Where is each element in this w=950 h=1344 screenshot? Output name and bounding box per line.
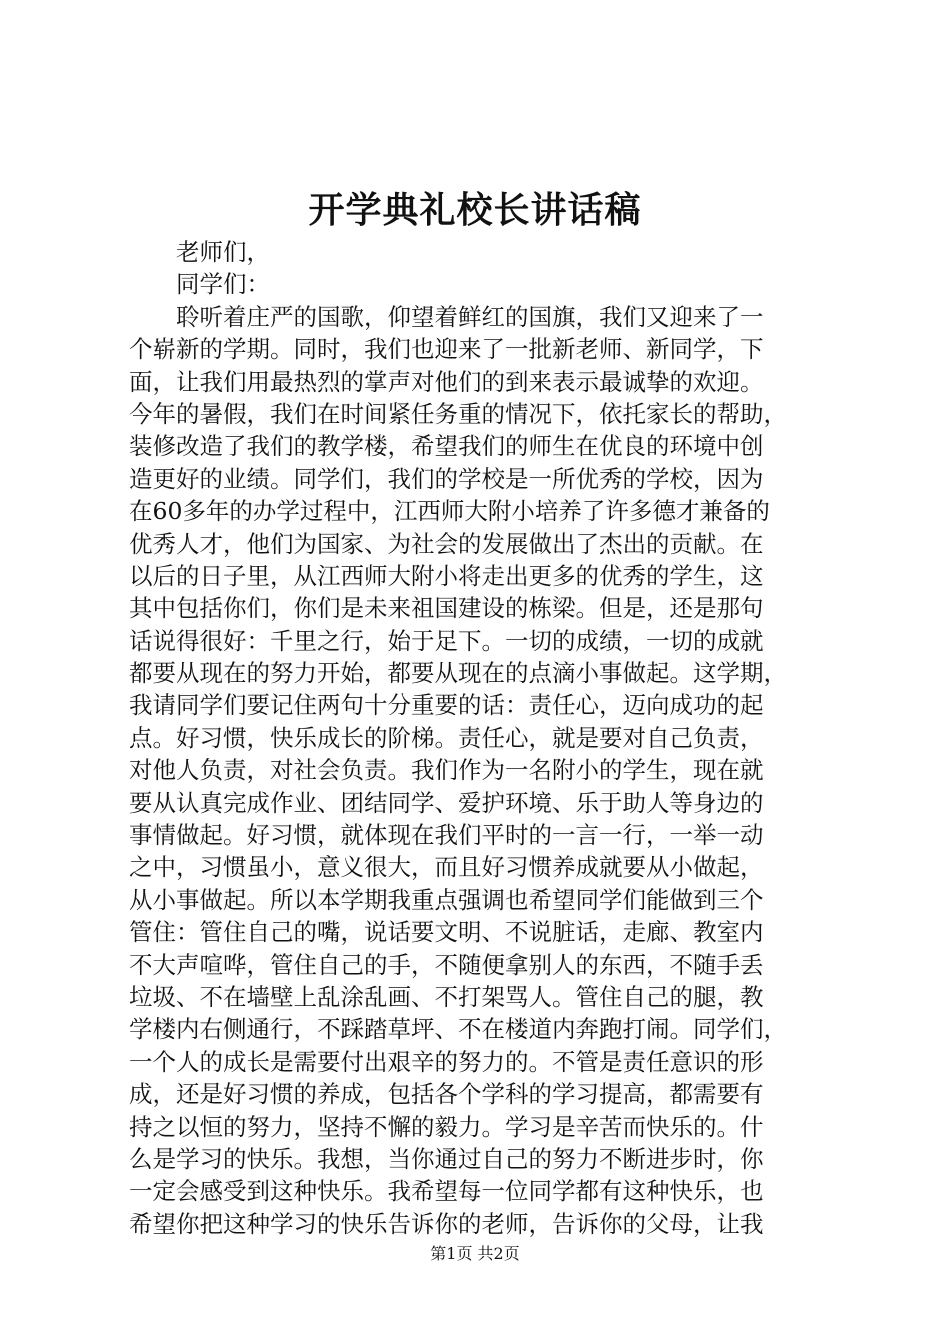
paragraph-line: 学楼内右侧通行，不踩踏草坪、不在楼道内奔跑打闹。同学们， [129,1015,787,1044]
salutation-students: 同学们： [176,270,270,299]
paragraph-line: 以后的日子里，从江西师大附小将走出更多的优秀的学生，这 [129,561,764,590]
paragraph-line: 装修改造了我们的教学楼，希望我们的师生在优良的环境中创 [129,432,764,461]
paragraph-line: 面，让我们用最热烈的掌声对他们的到来表示最诚挚的欢迎。 [129,367,764,396]
paragraph-line: 事情做起。好习惯，就体现在我们平时的一言一行，一举一动 [129,821,764,850]
document-title: 开学典礼校长讲话稿 [308,189,642,231]
paragraph-line: 都要从现在的努力开始，都要从现在的点滴小事做起。这学期， [129,659,787,688]
paragraph-line: 在60多年的办学过程中，江西师大附小培养了许多德才兼备的 [129,497,770,526]
paragraph-line: 聆听着庄严的国歌，仰望着鲜红的国旗，我们又迎来了一 [176,302,764,331]
paragraph-line: 希望你把这种学习的快乐告诉你的老师，告诉你的父母，让我 [129,1209,764,1238]
paragraph-line: 点。好习惯，快乐成长的阶梯。责任心，就是要对自己负责， [129,723,764,752]
paragraph-line: 不大声喧哗，管住自己的手，不随便拿别人的东西，不随手丢 [129,950,764,979]
salutation-teachers: 老师们， [176,238,270,266]
paragraph-line: 一个人的成长是需要付出艰辛的努力的。不管是责任意识的形 [129,1047,764,1076]
paragraph-line: 其中包括你们，你们是未来祖国建设的栋梁。但是，还是那句 [129,594,764,623]
paragraph-line: 从小事做起。所以本学期我重点强调也希望同学们能做到三个 [129,885,764,914]
paragraph-line: 么是学习的快乐。我想，当你通过自己的努力不断进步时，你 [129,1144,764,1173]
document-body [129,236,829,1240]
paragraph-line: 之中，习惯虽小，意义很大，而且好习惯养成就要从小做起， [129,853,764,882]
page-footer: 第1页 共2页 [430,1244,520,1263]
paragraph-line: 要从认真完成作业、团结同学、爱护环境、乐于助人等身边的 [129,788,764,817]
paragraph-line: 优秀人才，他们为国家、为社会的发展做出了杰出的贡献。在 [129,529,764,558]
paragraph-line: 成，还是好习惯的养成，包括各个学科的学习提高，都需要有 [129,1080,764,1109]
paragraph-line: 话说得很好：千里之行，始于足下。一切的成绩，一切的成就 [129,626,764,655]
paragraph-line: 今年的暑假，我们在时间紧任务重的情况下，依托家长的帮助， [129,399,787,428]
paragraph-line: 一定会感受到这种快乐。我希望每一位同学都有这种快乐，也 [129,1177,764,1206]
paragraph-line: 管住：管住自己的嘴，说话要文明、不说脏话，走廊、教室内 [129,918,764,947]
paragraph-line: 我请同学们要记住两句十分重要的话：责任心，迈向成功的起 [129,691,764,720]
paragraph-line: 个崭新的学期。同时，我们也迎来了一批新老师、新同学，下 [129,335,764,364]
paragraph-line: 持之以恒的努力，坚持不懈的毅力。学习是辛苦而快乐的。什 [129,1112,764,1141]
paragraph-line: 造更好的业绩。同学们，我们的学校是一所优秀的学校，因为 [129,464,764,493]
paragraph [129,301,829,1240]
paragraph-line: 对他人负责，对社会负责。我们作为一名附小的学生，现在就 [129,756,764,785]
paragraph-line: 垃圾、不在墙壁上乱涂乱画、不打架骂人。管住自己的腿，教 [129,982,764,1011]
